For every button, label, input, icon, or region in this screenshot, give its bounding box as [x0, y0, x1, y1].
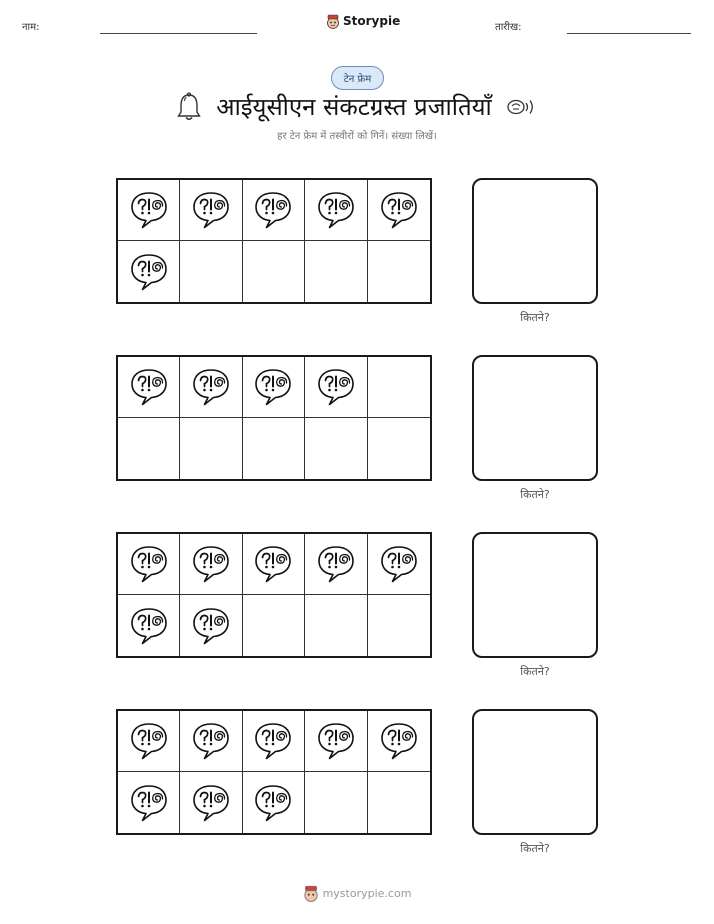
title-row [0, 90, 714, 128]
ten-frame-cell [305, 357, 367, 418]
answer-box[interactable] [472, 178, 598, 304]
answer-label: कितने? [520, 488, 550, 501]
ten-frame-cell [243, 595, 305, 656]
ten-frame-cell [180, 595, 242, 656]
ten-frame [116, 709, 432, 835]
name-label: नाम: [22, 22, 40, 33]
speech-bubble-icon [191, 367, 231, 407]
ten-frame-cell [243, 241, 305, 302]
answer-box[interactable] [472, 532, 598, 658]
speech-bubble-icon [253, 367, 293, 407]
logo-text: Storypie [343, 14, 401, 28]
ten-frame-cell [118, 534, 180, 595]
ten-frame-cell [180, 772, 242, 833]
speech-bubble-icon [253, 783, 293, 823]
storypie-mascot-icon [326, 13, 340, 29]
ten-frame-cell [118, 418, 180, 479]
speech-bubble-icon [191, 190, 231, 230]
speech-bubble-icon [129, 721, 169, 761]
ten-frame-cell [243, 711, 305, 772]
ten-frame-cell [180, 418, 242, 479]
ten-frame-cell [118, 595, 180, 656]
ten-frame-cell [305, 180, 367, 241]
speech-bubble-icon [191, 606, 231, 646]
speech-bubble-icon [379, 190, 419, 230]
speech-bubble-icon [129, 252, 169, 292]
ten-frame-cell [368, 534, 430, 595]
speech-bubble-icon [316, 544, 356, 584]
speech-bubble-icon [129, 367, 169, 407]
ten-frame-cell [305, 595, 367, 656]
speech-bubble-icon [316, 721, 356, 761]
category-badge: टेन फ्रेम [331, 66, 384, 90]
date-line[interactable] [567, 33, 691, 34]
ten-frame-cell [118, 772, 180, 833]
ten-frame-cell [243, 180, 305, 241]
speech-bubble-icon [253, 544, 293, 584]
ten-frame-cell [180, 241, 242, 302]
ten-frame-cell [305, 772, 367, 833]
footer-url[interactable]: mystorypie.com [322, 886, 412, 900]
speech-bubble-icon [129, 544, 169, 584]
page-title: आईयूसीएन संकटग्रस्त प्रजातियाँ [216, 93, 492, 121]
ten-frame-cell [368, 418, 430, 479]
speech-bubble-icon [129, 190, 169, 230]
ten-frame-cell [368, 595, 430, 656]
speech-bubble-icon [129, 783, 169, 823]
ten-frame-cell [180, 180, 242, 241]
speech-bubble-icon [129, 606, 169, 646]
ten-frame-cell [118, 241, 180, 302]
answer-label: कितने? [520, 842, 550, 855]
ten-frame [116, 178, 432, 304]
storypie-mascot-icon [303, 884, 319, 902]
speech-bubble-icon [316, 190, 356, 230]
ten-frame-cell [243, 418, 305, 479]
ten-frame-cell [118, 180, 180, 241]
ten-frame [116, 355, 432, 481]
ten-frame-cell [368, 772, 430, 833]
ten-frame-cell [243, 357, 305, 418]
ten-frame-cell [368, 711, 430, 772]
storypie-logo [326, 13, 400, 29]
audio-icon[interactable] [506, 96, 538, 118]
speech-bubble-icon [191, 544, 231, 584]
speech-bubble-icon [191, 783, 231, 823]
name-line[interactable] [100, 33, 257, 34]
speech-bubble-icon [253, 190, 293, 230]
ten-frame-cell [305, 711, 367, 772]
speech-bubble-icon [379, 544, 419, 584]
ten-frame-cell [180, 534, 242, 595]
answer-box[interactable] [472, 709, 598, 835]
answer-label: कितने? [520, 665, 550, 678]
ten-frame-cell [180, 357, 242, 418]
speech-bubble-icon [316, 367, 356, 407]
ten-frame [116, 532, 432, 658]
ten-frame-cell [118, 711, 180, 772]
speech-bubble-icon [379, 721, 419, 761]
bell-icon [176, 92, 202, 122]
ten-frame-cell [180, 711, 242, 772]
instructions: हर टेन फ्रेम में तस्वीरों को गिनें। संख्या लिखें। [277, 131, 437, 142]
ten-frame-cell [305, 241, 367, 302]
ten-frame-cell [243, 772, 305, 833]
ten-frame-cell [118, 357, 180, 418]
ten-frame-cell [243, 534, 305, 595]
ten-frame-cell [305, 418, 367, 479]
speech-bubble-icon [191, 721, 231, 761]
speech-bubble-icon [253, 721, 293, 761]
ten-frame-cell [368, 357, 430, 418]
footer [0, 884, 714, 902]
ten-frame-cell [368, 241, 430, 302]
date-label: तारीख: [495, 22, 522, 33]
ten-frame-cell [368, 180, 430, 241]
answer-box[interactable] [472, 355, 598, 481]
answer-label: कितने? [520, 311, 550, 324]
ten-frame-cell [305, 534, 367, 595]
